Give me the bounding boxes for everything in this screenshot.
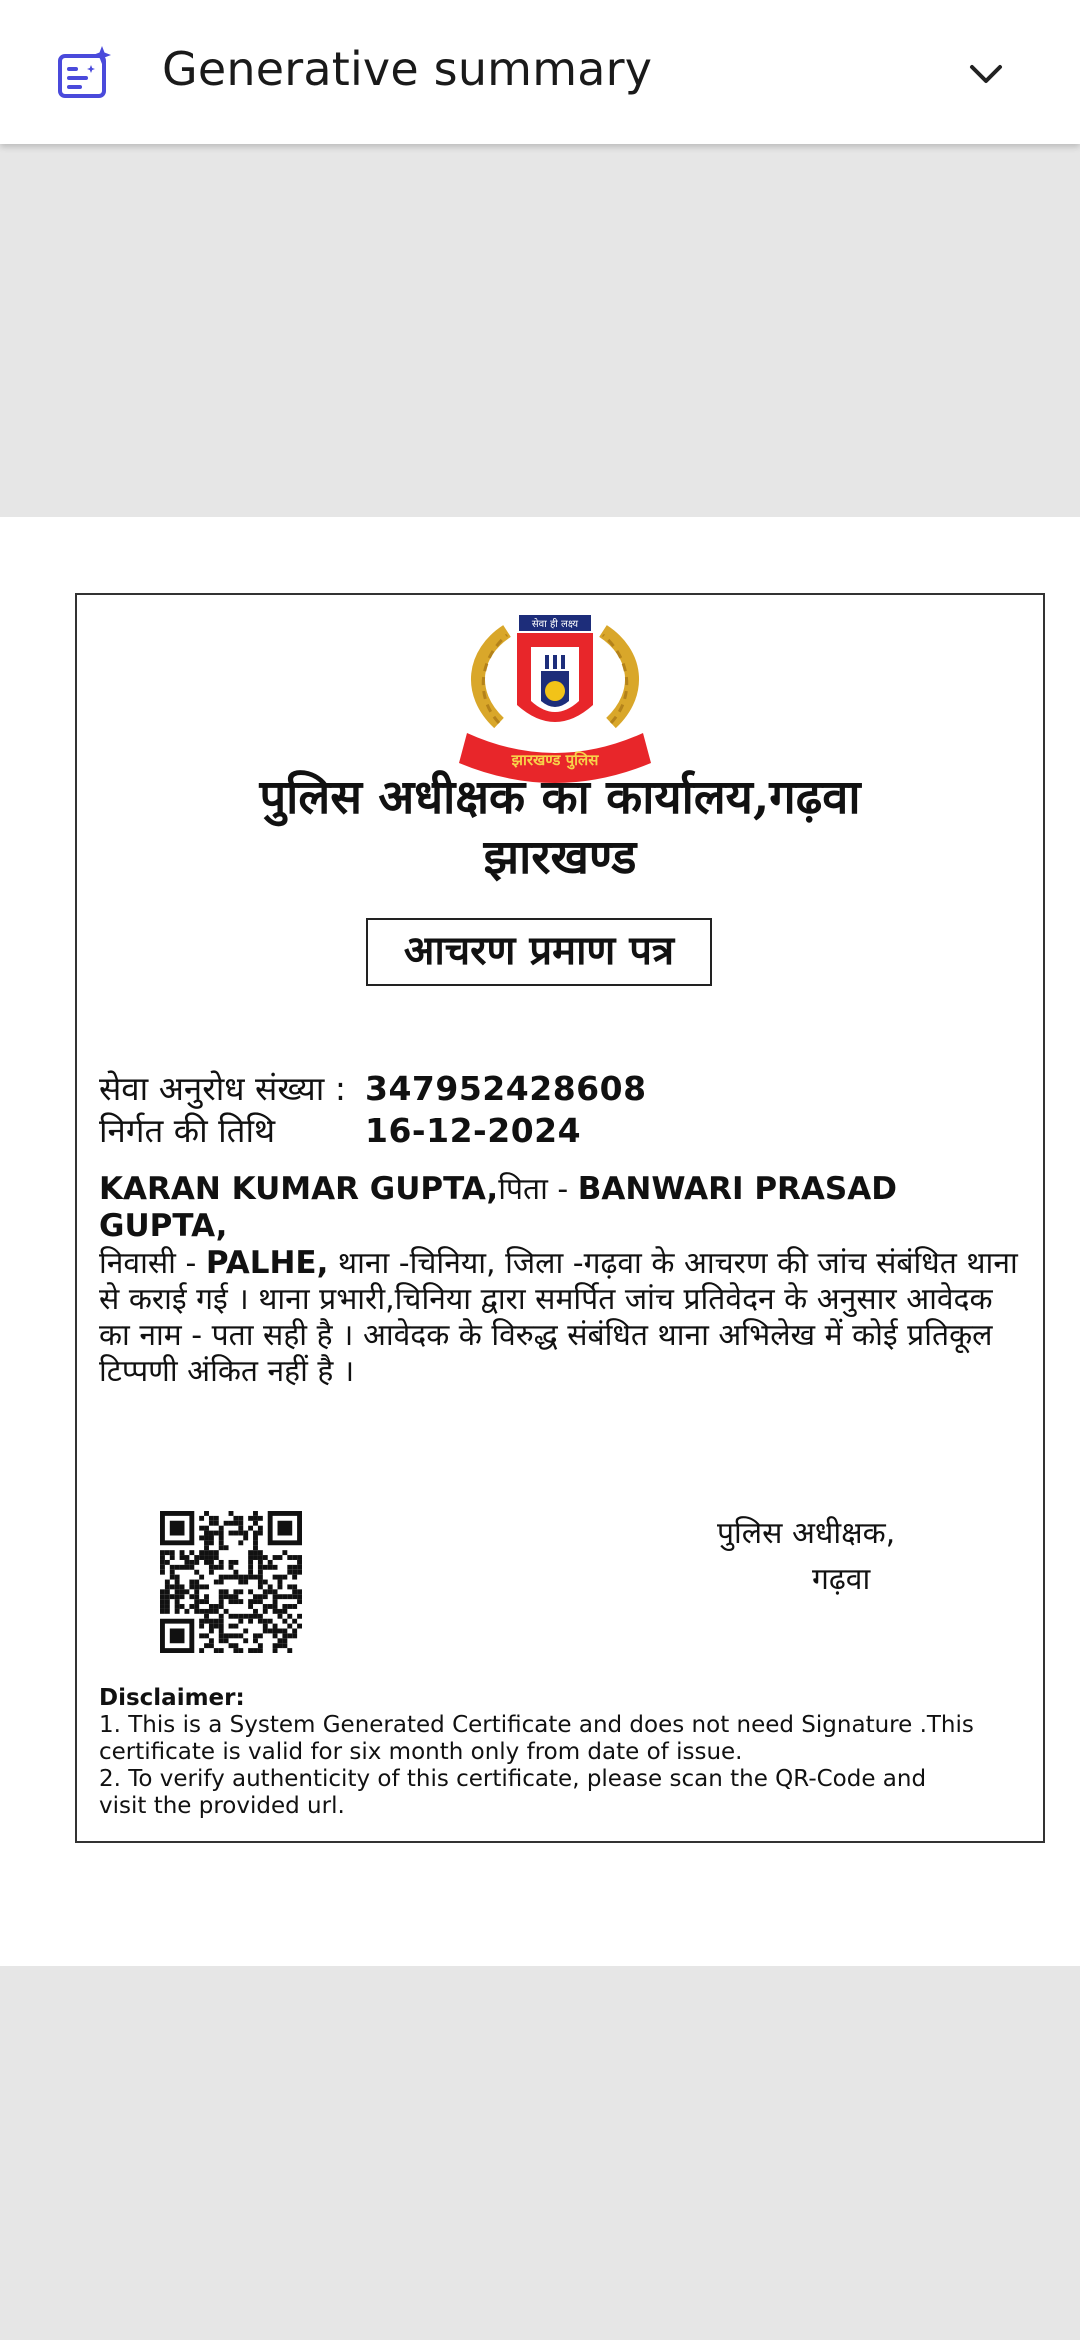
disclaimer-line: certificate is valid for six month only from date of issue. [99, 1739, 743, 1765]
village-name: PALHE, [205, 1245, 329, 1281]
ai-summary-icon [56, 44, 116, 100]
father-label: पिता - [498, 1172, 578, 1207]
page-title: Generative summary [162, 42, 653, 96]
disclaimer-line: 2. To verify authenticity of this certificate, please scan the QR-Code and [99, 1766, 927, 1792]
app-header [0, 0, 1080, 144]
emblem-ribbon-text: झारखण्ड पुलिस [511, 751, 599, 769]
certificate-frame [75, 593, 1045, 1843]
service-request-value: 347952428608 [365, 1069, 647, 1108]
disclaimer-line: visit the provided url. [99, 1793, 345, 1819]
signatory-title: पुलिस अधीक्षक, [717, 1516, 896, 1551]
chevron-down-icon[interactable] [966, 54, 1006, 94]
signatory-district: गढ़वा [812, 1562, 871, 1597]
document-title: आचरण प्रमाण पत्र [366, 918, 712, 986]
applicant-name: KARAN KUMAR GUPTA, [99, 1171, 499, 1207]
service-request-row [99, 1065, 647, 1110]
qr-code [160, 1511, 302, 1653]
office-state: झारखण्ड [483, 830, 637, 885]
document-page[interactable] [0, 517, 1080, 1966]
issue-date-value: 16-12-2024 [365, 1111, 582, 1150]
disclaimer [99, 1685, 1029, 1820]
father-name: BANWARI PRASAD GUPTA, [99, 1171, 897, 1244]
disclaimer-line: 1. This is a System Generated Certificate and does not need Signature .This [99, 1712, 974, 1738]
service-request-label: सेवा अनुरोध संख्या : [99, 1069, 346, 1108]
resident-label: निवासी - [99, 1246, 206, 1281]
emblem-top-text: सेवा ही लक्ष्य [531, 619, 579, 630]
office-name: पुलिस अधीक्षक का कार्यालय,गढ़वा [259, 770, 861, 825]
certificate-body [99, 1171, 1029, 1390]
issue-date-label: निर्गत की तिथि [99, 1111, 276, 1150]
disclaimer-heading: Disclaimer: [99, 1685, 245, 1711]
issue-date-row [99, 1107, 581, 1152]
address-and-remarks: थाना -चिनिया, जिला -गढ़वा के आचरण की जांच संबंधित थाना से कराई गई । थाना प्रभारी,चिनिया द्वारा समर्पित जांच प्रतिवेदन के अनुसार आवेदक का नाम - पता सही है । आवेदक के विरुद्ध संबंधित थाना अभिलेख में कोई प्रतिकूल टिप्पणी अंकित नहीं है । [99, 1246, 1018, 1389]
